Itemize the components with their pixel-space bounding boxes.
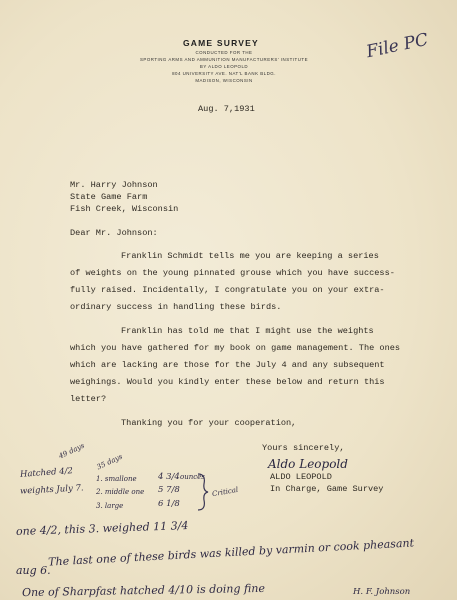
handwritten-entry-value: 5 7/8: [158, 485, 180, 495]
body-line: of weights on the young pinnated grouse which you have success-: [70, 268, 395, 278]
body-line: letter?: [70, 394, 107, 404]
body-line: Franklin has told me that I might use the weights: [121, 326, 374, 336]
recipient-name: Mr. Harry Johnson: [70, 180, 158, 190]
signer-name: ALDO LEOPOLD: [270, 472, 332, 482]
handwritten-entry-label: 1. smallone: [96, 475, 137, 483]
handwritten-weights-label: weights July 7.: [19, 483, 84, 497]
file-note: File PC: [364, 29, 430, 63]
body-line: weighings. Would you kindly enter these below and return this: [70, 377, 385, 387]
signature-script: Aldo Leopold: [268, 457, 348, 471]
handwritten-entry-value: 6 1/8: [158, 499, 180, 509]
handwritten-entry-label: 2. middle one: [96, 488, 145, 496]
letterhead-line: SPORTING ARMS AND AMMUNITION MANUFACTURERS' INSTITUTE: [139, 57, 308, 62]
handwritten-line: one 4/2, this 3. weighed 11 3/4: [15, 518, 189, 539]
signer-title: In Charge, Game Survey: [270, 484, 384, 494]
letterhead-line: CONDUCTED FOR THE: [195, 50, 253, 55]
body-line: fully raised. Incidentally, I congratulate you on your extra-: [70, 285, 385, 295]
handwritten-sign-off: H. F. Johnson: [353, 587, 411, 597]
body-line: which you have gathered for my book on game management. The ones: [70, 343, 401, 353]
handwritten-bracket: [196, 472, 210, 512]
handwritten-entry-label: 3. large: [96, 502, 124, 510]
handwritten-line: One of Sharpfast hatched 4/10 is doing fine: [21, 581, 266, 600]
letter-date: Aug. 7,1931: [198, 104, 255, 114]
recipient-place: Fish Creek, Wisconsin: [70, 204, 179, 214]
handwritten-entry-value: 4 3/4: [158, 472, 180, 482]
letterhead-title: GAME SURVEY: [183, 38, 259, 48]
body-line: Franklin Schmidt tells me you are keeping a series: [121, 251, 379, 261]
body-line: Thanking you for your cooperation,: [121, 418, 297, 428]
handwritten-bracket-note: Critical: [211, 485, 239, 499]
handwritten-line: aug 6.: [16, 564, 51, 577]
letterhead-line: 804 UNIVERSITY AVE. NAT'L BANK BLDG.: [172, 71, 276, 76]
body-line: which are lacking are those for the July 4 and any subsequent: [70, 360, 385, 370]
letterhead-line: MADISON, WISCONSIN: [195, 78, 253, 83]
handwritten-age-note: 49 days: [57, 441, 86, 461]
salutation: Dear Mr. Johnson:: [70, 228, 158, 238]
letterhead-line: BY ALDO LEOPOLD: [199, 64, 249, 69]
handwritten-days-note: 35 days: [95, 452, 124, 472]
handwritten-line: The last one of these birds was killed by varmin or cook pheasant: [47, 536, 415, 569]
body-line: ordinary success in handling these birds.: [70, 302, 282, 312]
handwritten-entry-note: ounces: [180, 473, 205, 481]
handwritten-hatched: Hatched 4/2: [19, 466, 74, 480]
recipient-org: State Game Farm: [70, 192, 148, 202]
closing: Yours sincerely,: [262, 443, 345, 453]
